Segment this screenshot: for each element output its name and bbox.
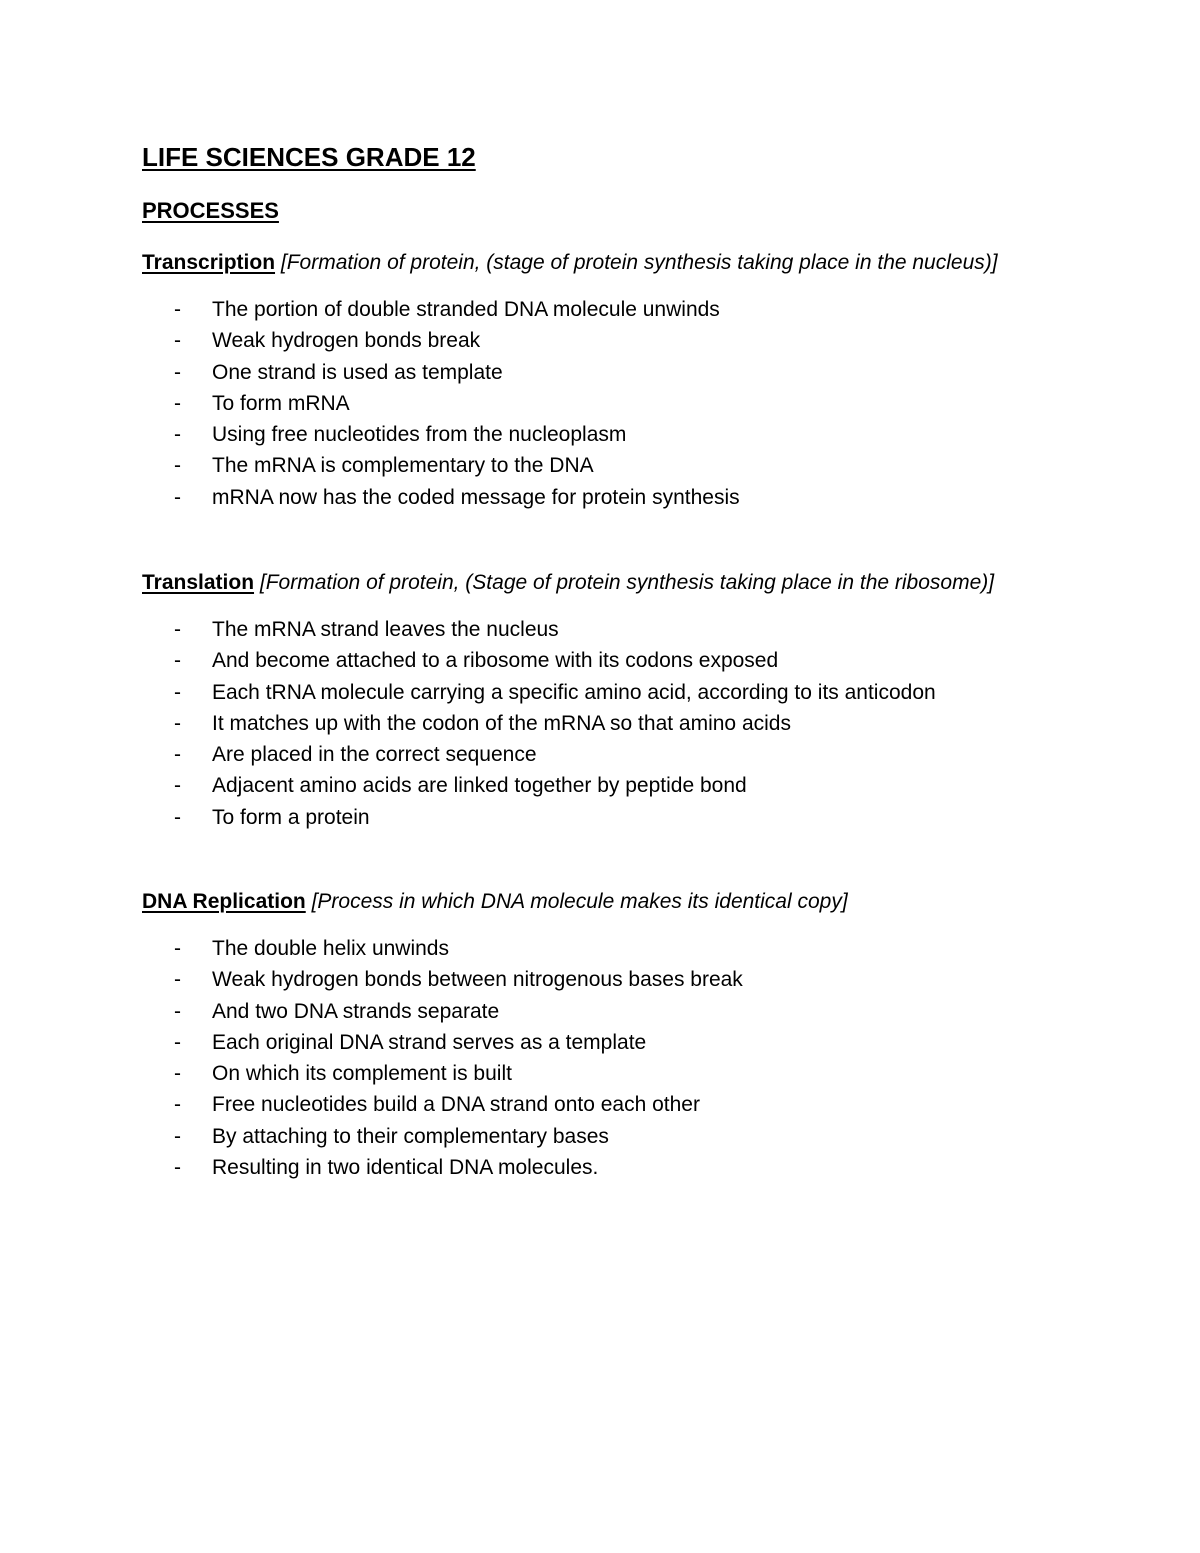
- list-item-text: Free nucleotides build a DNA strand onto each other: [212, 1093, 700, 1117]
- list-item-text: The portion of double stranded DNA molecule unwinds: [212, 298, 720, 321]
- bullet-dash: -: [174, 1124, 181, 1148]
- bullet-dash: -: [174, 391, 181, 415]
- list-item: [142, 677, 1042, 708]
- bullet-dash: -: [174, 743, 181, 767]
- section-description: [Formation of protein, (stage of protein synthesis taking place in the nucleus)]: [280, 251, 998, 274]
- section-translation: [142, 567, 1042, 833]
- list-item-text: mRNA now has the coded message for protein synthesis: [212, 485, 740, 509]
- list-item: [142, 325, 1042, 356]
- list-item-text: The mRNA is complementary to the DNA: [212, 454, 594, 478]
- list-item-text: Using free nucleotides from the nucleoplasm: [212, 423, 627, 447]
- section-name: DNA Replication: [142, 890, 306, 913]
- list-item-text: Are placed in the correct sequence: [212, 743, 537, 767]
- bullet-dash: -: [174, 680, 181, 704]
- list-item: [142, 802, 1042, 833]
- list-item: [142, 294, 1042, 325]
- bullet-dash: -: [174, 454, 181, 478]
- list-item-text: By attaching to their complementary bases: [212, 1124, 609, 1148]
- document-title: LIFE SCIENCES GRADE 12: [142, 142, 476, 172]
- bullet-dash: -: [174, 649, 181, 673]
- bullet-dash: -: [174, 298, 181, 321]
- list-item: [142, 1152, 1042, 1183]
- list-item-text: It matches up with the codon of the mRNA so that amino acids: [212, 711, 791, 735]
- list-item-text: Adjacent amino acids are linked together by peptide bond: [212, 774, 747, 798]
- list-item: [142, 645, 1042, 676]
- section-description: [Process in which DNA molecule makes its identical copy]: [311, 890, 848, 913]
- list-item-text: To form mRNA: [212, 391, 350, 415]
- section-transcription: [142, 247, 1042, 513]
- list-item: [142, 964, 1042, 995]
- list-item: [142, 996, 1042, 1027]
- bullet-list: [142, 294, 1042, 513]
- bullet-dash: -: [174, 1093, 181, 1117]
- bullet-dash: -: [174, 618, 181, 641]
- bullet-dash: -: [174, 805, 181, 829]
- list-item: [142, 419, 1042, 450]
- list-item: [142, 770, 1042, 801]
- list-item-text: Resulting in two identical DNA molecules.: [212, 1156, 599, 1180]
- section-description: [Formation of protein, (Stage of protein synthesis taking place in the ribosome)]: [259, 571, 995, 594]
- section-name: Translation: [142, 571, 255, 594]
- bullet-dash: -: [174, 360, 181, 384]
- list-item: [142, 1121, 1042, 1152]
- document-subtitle: PROCESSES: [142, 198, 279, 223]
- list-item-text: Weak hydrogen bonds between nitrogenous bases break: [212, 968, 743, 992]
- section-name: Transcription: [142, 251, 276, 274]
- list-item: [142, 739, 1042, 770]
- list-item-text: And become attached to a ribosome with its codons exposed: [212, 649, 779, 673]
- list-item: [142, 933, 1042, 964]
- bullet-list: [142, 933, 1042, 1183]
- list-item-text: The double helix unwinds: [212, 937, 449, 960]
- section-dna-replication: [142, 886, 1042, 1183]
- list-item: [142, 1089, 1042, 1120]
- section-heading: [142, 886, 1042, 917]
- bullet-dash: -: [174, 968, 181, 992]
- list-item-text: The mRNA strand leaves the nucleus: [212, 618, 559, 641]
- list-item-text: And two DNA strands separate: [212, 999, 500, 1023]
- list-item: [142, 1027, 1042, 1058]
- list-item-text: Weak hydrogen bonds break: [212, 329, 481, 353]
- list-item-text: On which its complement is built: [212, 1062, 512, 1086]
- list-item-text: One strand is used as template: [212, 360, 503, 384]
- list-item-text: Each original DNA strand serves as a template: [212, 1030, 647, 1054]
- list-item: [142, 614, 1042, 645]
- list-item: [142, 1058, 1042, 1089]
- bullet-dash: -: [174, 1062, 181, 1086]
- bullet-dash: -: [174, 1030, 181, 1054]
- list-item-text: To form a protein: [212, 805, 370, 829]
- bullet-list: [142, 614, 1042, 833]
- bullet-dash: -: [174, 485, 181, 509]
- bullet-dash: -: [174, 423, 181, 447]
- bullet-dash: -: [174, 999, 181, 1023]
- bullet-dash: -: [174, 1156, 181, 1180]
- list-item: [142, 450, 1042, 481]
- list-item: [142, 388, 1042, 419]
- list-item: [142, 708, 1042, 739]
- list-item: [142, 357, 1042, 388]
- section-heading: [142, 567, 1042, 598]
- bullet-dash: -: [174, 774, 181, 798]
- bullet-dash: -: [174, 711, 181, 735]
- bullet-dash: -: [174, 329, 181, 353]
- list-item-text: Each tRNA molecule carrying a specific amino acid, according to its anticodon: [212, 680, 936, 704]
- list-item: [142, 482, 1042, 513]
- bullet-dash: -: [174, 937, 181, 960]
- section-heading: [142, 247, 1042, 278]
